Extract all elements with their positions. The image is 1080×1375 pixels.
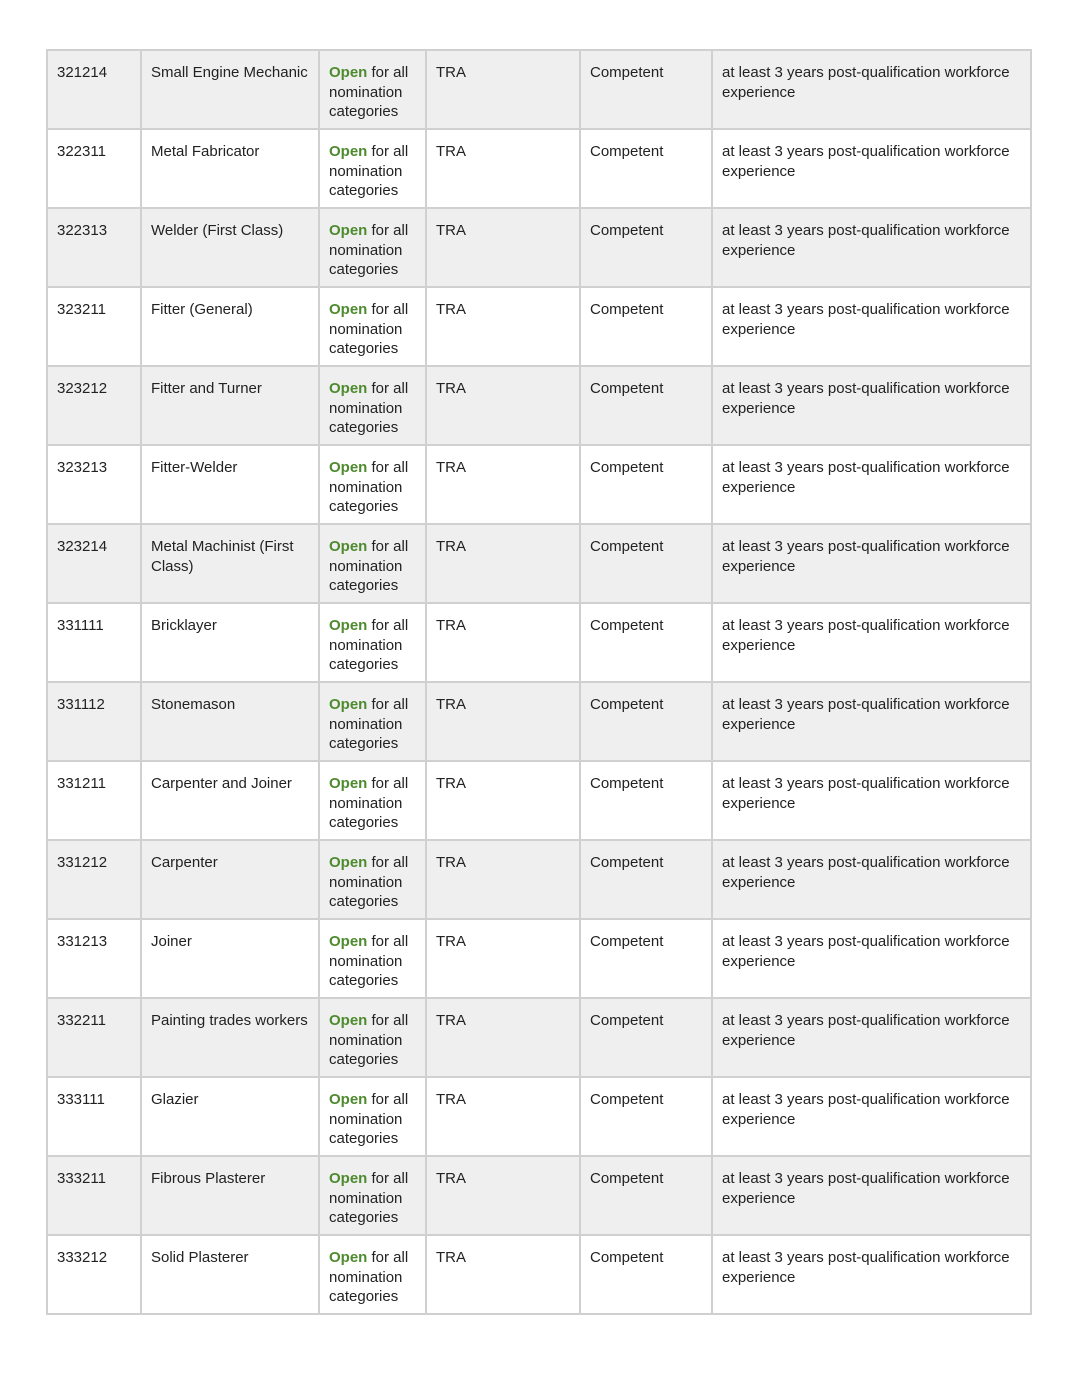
status-detail: for all nomination categories — [329, 301, 409, 357]
assessing-authority-cell: TRA — [426, 208, 580, 287]
table-row — [47, 1077, 1031, 1156]
anzsco-code-cell: 323214 — [47, 524, 141, 603]
occupation-cell: Fitter (General) — [141, 287, 319, 366]
experience-cell: at least 3 years post-qualification workforce experience — [712, 682, 1031, 761]
occupation-cell: Glazier — [141, 1077, 319, 1156]
status-cell — [319, 998, 426, 1077]
skill-level-cell: Competent — [580, 1235, 712, 1314]
table-row — [47, 603, 1031, 682]
status-cell — [319, 287, 426, 366]
anzsco-code-cell: 333111 — [47, 1077, 141, 1156]
status-cell — [319, 524, 426, 603]
status-detail: for all nomination categories — [329, 696, 409, 752]
assessing-authority-cell: TRA — [426, 129, 580, 208]
assessing-authority-cell: TRA — [426, 287, 580, 366]
assessing-authority-cell: TRA — [426, 761, 580, 840]
status-cell — [319, 1235, 426, 1314]
anzsco-code-cell: 321214 — [47, 50, 141, 129]
skill-level-cell: Competent — [580, 919, 712, 998]
occupation-cell: Carpenter and Joiner — [141, 761, 319, 840]
assessing-authority-cell: TRA — [426, 998, 580, 1077]
status-open-label: Open — [329, 64, 368, 81]
status-cell — [319, 840, 426, 919]
experience-cell: at least 3 years post-qualification workforce experience — [712, 603, 1031, 682]
anzsco-code-cell: 333212 — [47, 1235, 141, 1314]
skill-level-cell: Competent — [580, 129, 712, 208]
status-cell — [319, 682, 426, 761]
status-open-label: Open — [329, 143, 368, 160]
status-open-label: Open — [329, 1012, 368, 1029]
table-row — [47, 919, 1031, 998]
table-row — [47, 129, 1031, 208]
occupation-cell: Metal Fabricator — [141, 129, 319, 208]
status-detail: for all nomination categories — [329, 1012, 409, 1068]
status-cell — [319, 366, 426, 445]
assessing-authority-cell: TRA — [426, 50, 580, 129]
status-detail: for all nomination categories — [329, 459, 409, 515]
assessing-authority-cell: TRA — [426, 445, 580, 524]
status-cell — [319, 50, 426, 129]
skill-level-cell: Competent — [580, 1156, 712, 1235]
status-detail: for all nomination categories — [329, 933, 409, 989]
status-cell — [319, 1077, 426, 1156]
occupation-cell: Fitter and Turner — [141, 366, 319, 445]
table-row — [47, 524, 1031, 603]
occupation-cell: Metal Machinist (First Class) — [141, 524, 319, 603]
status-detail: for all nomination categories — [329, 1091, 409, 1147]
skill-level-cell: Competent — [580, 208, 712, 287]
status-open-label: Open — [329, 459, 368, 476]
status-open-label: Open — [329, 933, 368, 950]
status-cell — [319, 919, 426, 998]
anzsco-code-cell: 332211 — [47, 998, 141, 1077]
status-detail: for all nomination categories — [329, 64, 409, 120]
experience-cell: at least 3 years post-qualification workforce experience — [712, 366, 1031, 445]
table-row — [47, 208, 1031, 287]
occupation-cell: Solid Plasterer — [141, 1235, 319, 1314]
assessing-authority-cell: TRA — [426, 840, 580, 919]
status-detail: for all nomination categories — [329, 775, 409, 831]
occupation-cell: Welder (First Class) — [141, 208, 319, 287]
status-detail: for all nomination categories — [329, 617, 409, 673]
table-row — [47, 287, 1031, 366]
occupation-table — [46, 49, 1032, 1315]
status-open-label: Open — [329, 1170, 368, 1187]
status-open-label: Open — [329, 696, 368, 713]
anzsco-code-cell: 331211 — [47, 761, 141, 840]
table-row — [47, 1235, 1031, 1314]
table-row — [47, 761, 1031, 840]
experience-cell: at least 3 years post-qualification workforce experience — [712, 129, 1031, 208]
status-detail: for all nomination categories — [329, 222, 409, 278]
status-cell — [319, 761, 426, 840]
anzsco-code-cell: 331112 — [47, 682, 141, 761]
skill-level-cell: Competent — [580, 840, 712, 919]
status-open-label: Open — [329, 538, 368, 555]
assessing-authority-cell: TRA — [426, 682, 580, 761]
occupation-cell: Bricklayer — [141, 603, 319, 682]
skill-level-cell: Competent — [580, 603, 712, 682]
status-cell — [319, 445, 426, 524]
status-cell — [319, 1156, 426, 1235]
status-open-label: Open — [329, 380, 368, 397]
experience-cell: at least 3 years post-qualification workforce experience — [712, 998, 1031, 1077]
skill-level-cell: Competent — [580, 761, 712, 840]
skill-level-cell: Competent — [580, 287, 712, 366]
experience-cell: at least 3 years post-qualification workforce experience — [712, 840, 1031, 919]
anzsco-code-cell: 333211 — [47, 1156, 141, 1235]
anzsco-code-cell: 331111 — [47, 603, 141, 682]
anzsco-code-cell: 323212 — [47, 366, 141, 445]
experience-cell: at least 3 years post-qualification workforce experience — [712, 1156, 1031, 1235]
experience-cell: at least 3 years post-qualification workforce experience — [712, 1235, 1031, 1314]
assessing-authority-cell: TRA — [426, 524, 580, 603]
table-row — [47, 998, 1031, 1077]
occupation-cell: Small Engine Mechanic — [141, 50, 319, 129]
assessing-authority-cell: TRA — [426, 366, 580, 445]
status-open-label: Open — [329, 301, 368, 318]
status-detail: for all nomination categories — [329, 1249, 409, 1305]
experience-cell: at least 3 years post-qualification workforce experience — [712, 208, 1031, 287]
experience-cell: at least 3 years post-qualification workforce experience — [712, 1077, 1031, 1156]
status-open-label: Open — [329, 617, 368, 634]
assessing-authority-cell: TRA — [426, 1077, 580, 1156]
occupation-cell: Painting trades workers — [141, 998, 319, 1077]
assessing-authority-cell: TRA — [426, 1235, 580, 1314]
anzsco-code-cell: 323213 — [47, 445, 141, 524]
skill-level-cell: Competent — [580, 445, 712, 524]
status-detail: for all nomination categories — [329, 538, 409, 594]
experience-cell: at least 3 years post-qualification workforce experience — [712, 919, 1031, 998]
skill-level-cell: Competent — [580, 366, 712, 445]
occupation-table-body — [47, 50, 1031, 1314]
occupation-cell: Joiner — [141, 919, 319, 998]
anzsco-code-cell: 322313 — [47, 208, 141, 287]
table-row — [47, 445, 1031, 524]
assessing-authority-cell: TRA — [426, 919, 580, 998]
assessing-authority-cell: TRA — [426, 1156, 580, 1235]
status-detail: for all nomination categories — [329, 143, 409, 199]
skill-level-cell: Competent — [580, 50, 712, 129]
table-row — [47, 682, 1031, 761]
skill-level-cell: Competent — [580, 1077, 712, 1156]
experience-cell: at least 3 years post-qualification workforce experience — [712, 524, 1031, 603]
status-open-label: Open — [329, 1249, 368, 1266]
status-detail: for all nomination categories — [329, 854, 409, 910]
table-row — [47, 50, 1031, 129]
experience-cell: at least 3 years post-qualification workforce experience — [712, 445, 1031, 524]
occupation-cell: Fibrous Plasterer — [141, 1156, 319, 1235]
experience-cell: at least 3 years post-qualification workforce experience — [712, 287, 1031, 366]
status-open-label: Open — [329, 854, 368, 871]
skill-level-cell: Competent — [580, 998, 712, 1077]
status-open-label: Open — [329, 222, 368, 239]
experience-cell: at least 3 years post-qualification workforce experience — [712, 761, 1031, 840]
table-row — [47, 1156, 1031, 1235]
status-cell — [319, 208, 426, 287]
occupation-cell: Carpenter — [141, 840, 319, 919]
table-row — [47, 840, 1031, 919]
anzsco-code-cell: 331213 — [47, 919, 141, 998]
anzsco-code-cell: 323211 — [47, 287, 141, 366]
status-cell — [319, 603, 426, 682]
status-open-label: Open — [329, 1091, 368, 1108]
occupation-cell: Fitter-Welder — [141, 445, 319, 524]
assessing-authority-cell: TRA — [426, 603, 580, 682]
anzsco-code-cell: 322311 — [47, 129, 141, 208]
table-row — [47, 366, 1031, 445]
status-cell — [319, 129, 426, 208]
experience-cell: at least 3 years post-qualification workforce experience — [712, 50, 1031, 129]
occupation-cell: Stonemason — [141, 682, 319, 761]
status-detail: for all nomination categories — [329, 380, 409, 436]
anzsco-code-cell: 331212 — [47, 840, 141, 919]
status-open-label: Open — [329, 775, 368, 792]
skill-level-cell: Competent — [580, 682, 712, 761]
skill-level-cell: Competent — [580, 524, 712, 603]
status-detail: for all nomination categories — [329, 1170, 409, 1226]
